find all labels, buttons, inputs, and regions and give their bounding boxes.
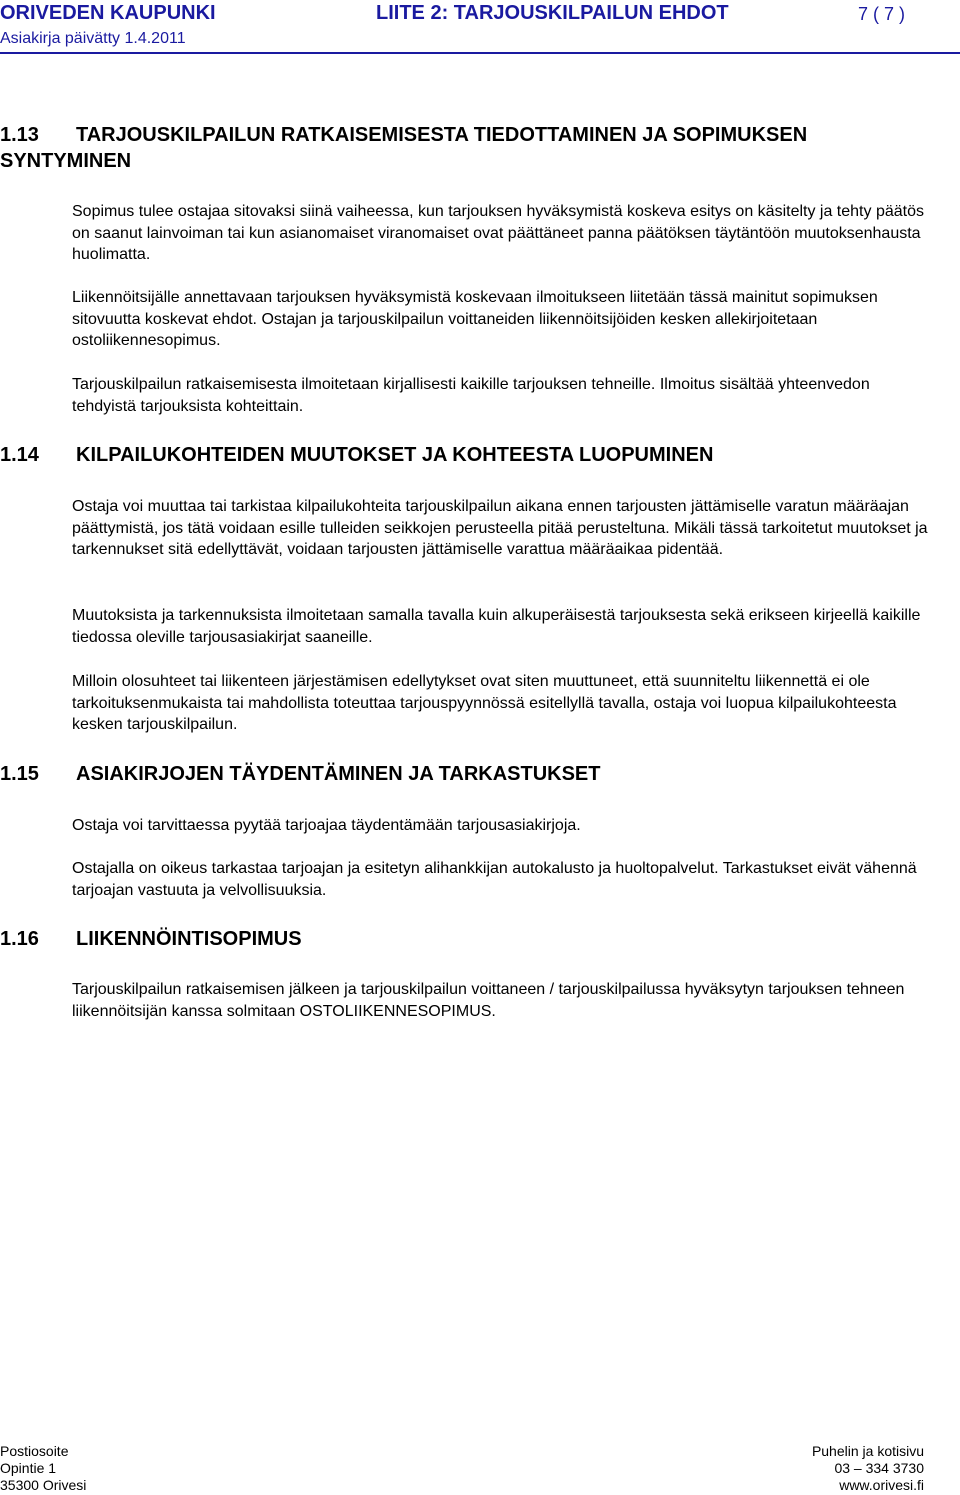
footer-street: Opintie 1 [0,1460,57,1476]
footer-label: Postiosoite [0,1443,69,1459]
section-heading-1-16 [0,928,960,954]
paragraph: Sopimus tulee ostajaa sitovaksi siinä vaiheessa, kun tarjouksen hyväksymistä koskeva esitys on käsitelty ja tehty päätös on saanut lainvoiman tai kun asianomaiset viranomaiset ovat päättäneet panna päätöksen täytäntöön muutoksenhausta huolimatta. [72,203,924,263]
footer-contact [812,1443,924,1494]
section-title: KILPAILUKOHTEIDEN MUUTOKSET JA KOHTEESTA LUOPUMINEN [76,444,714,466]
section-number: 1.15 [0,763,39,785]
paragraph: Milloin olosuhteet tai liikenteen järjestämisen edellytykset ovat siten muuttuneet, että suunniteltu liikennettä ei ole tarkoituksenmukaista tai mahdollista toteuttaa tarjouspyynnössä esitellyllä tavalla, ostaja voi luopua kilpailukohteesta kesken tarjouskilpailun. [72,673,897,733]
paragraph: Ostaja voi muuttaa tai tarkistaa kilpailukohteita tarjouskilpailun aikana ennen tarjousten jättämiselle varatun määräajan päättymistä, jos tätä voidaan esille tulleiden seikkojen perusteella pitää perusteltuna. Mikäli tässä tarkoitetut muutokset ja tarkennukset sitä edellyttävät, voidaan tarjousten jättämiselle varattua määräaikaa pidentää. [72,498,928,558]
header-document-title: LIITE 2: TARJOUSKILPAILUN EHDOT [376,2,729,24]
footer-postal-address [0,1443,86,1494]
header-page-number: 7 ( 7 ) [858,4,906,24]
section-number: 1.14 [0,444,39,466]
section-title-line-1: TARJOUSKILPAILUN RATKAISEMISESTA TIEDOTTAMINEN JA SOPIMUKSEN [76,124,808,146]
paragraph: Ostaja voi tarvittaessa pyytää tarjoajaa täydentämään tarjousasiakirjoja. [72,817,581,834]
section-title: ASIAKIRJOJEN TÄYDENTÄMINEN JA TARKASTUKSET [76,763,601,785]
footer-label: Puhelin ja kotisivu [811,1443,924,1459]
section-title: LIIKENNÖINTISOPIMUS [76,928,302,950]
section-title-line-2: SYNTYMINEN [0,150,132,172]
footer-phone: 03 – 334 3730 [834,1460,924,1476]
paragraph: Tarjouskilpailun ratkaisemisesta ilmoitetaan kirjallisesti kaikille tarjouksen tehneille. Ilmoitus sisältää yhteenvedon tehdyistä tarjouksista kohteittain. [72,376,870,415]
section-heading-1-13 [0,124,960,184]
paragraph: Tarjouskilpailun ratkaisemisen jälkeen ja tarjouskilpailun voittaneen / tarjouskilpailussa hyväksytyn tarjouksen tehneen liikennöitsijän kanssa solmitaan OSTOLIIKENNESOPIMUS. [72,981,905,1020]
section-heading-1-15 [0,763,960,789]
paragraph: Ostajalla on oikeus tarkastaa tarjoajan ja esitetyn alihankkijan autokalusto ja huoltopalvelut. Tarkastukset eivät vähennä tarjoajan vastuuta ja velvollisuuksia. [72,860,917,899]
section-number: 1.13 [0,124,39,146]
header-document-date: Asiakirja päivätty 1.4.2011 [0,30,186,47]
footer-website: www.orivesi.fi [839,1477,924,1493]
section-number: 1.16 [0,928,39,950]
footer-postcode-city: 35300 Orivesi [0,1477,87,1493]
header-divider [0,52,960,54]
section-heading-1-14 [0,444,960,470]
paragraph: Muutoksista ja tarkennuksista ilmoitetaan samalla tavalla kuin alkuperäisestä tarjouksesta sekä erikseen kirjeellä kaikille tiedossa oleville tarjousasiakirjat saaneille. [72,607,921,646]
header-organization: ORIVEDEN KAUPUNKI [0,2,216,24]
paragraph: Liikennöitsijälle annettavaan tarjouksen hyväksymistä koskevaan ilmoitukseen liitetään tässä mainitut sopimuksen sitovuutta koskevat ehdot. Ostajan ja tarjouskilpailun voittaneiden liikennöitsijöiden kesken allekirjoitetaan ostoliikennesopimus. [72,289,878,349]
